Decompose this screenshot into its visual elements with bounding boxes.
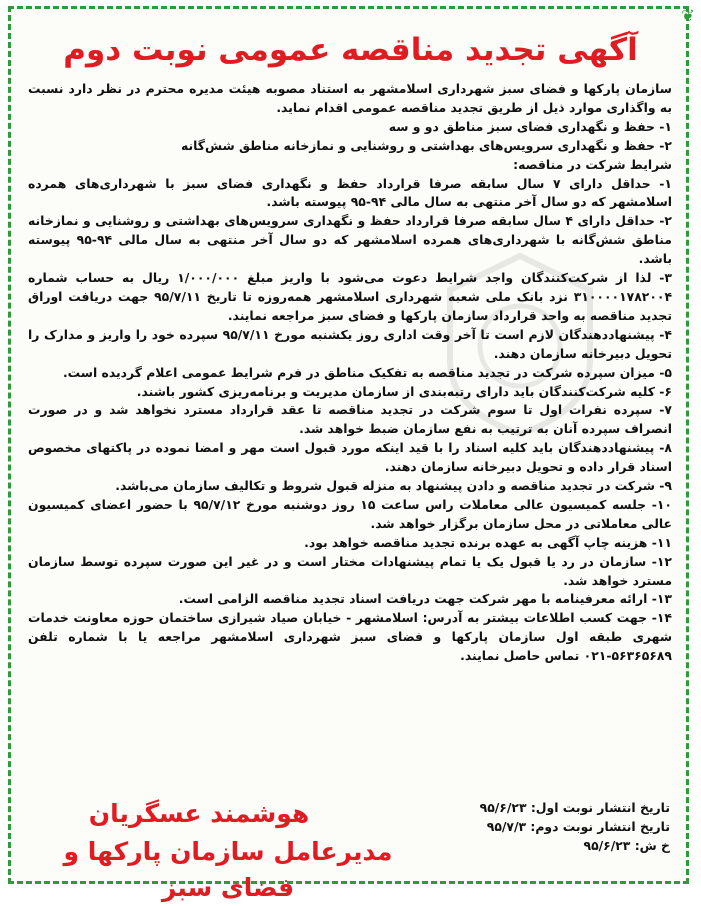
ad-body	[28, 80, 672, 666]
condition-5: ۵- میزان سپرده شرکت در تجدید مناقصه به تفکیک مناطق در فرم شرایط عمومی اعلام گردیده است.	[62, 364, 672, 380]
ad-title: آگهی تجدید مناقصه عمومی نوبت دوم	[63, 32, 638, 68]
condition-2: ۲- حداقل دارای ۴ سال سابقه صرفا قرارداد حفظ و نگهداری سرویس‌های بهداشتی و روشنایی و نمازخانه مناطق شش‌گانه با شهرداری‌های همرده اسلامشهر که دو سال آخر منتهی به سال مالی ۹۴-۹۵ پیوسته باشد.	[28, 213, 672, 267]
condition-1: ۱- حداقل دارای ۷ سال سابقه صرفا قرارداد حفظ و نگهداری فضای سبز با شهرداری‌های همرده اسلامشهر که دو سال آخر منتهی به سال مالی ۹۴-۹۵ پیوسته باشد.	[28, 175, 672, 210]
conditions-heading: شرایط شرکت در مناقصه:	[513, 156, 672, 172]
condition-14: ۱۴- جهت کسب اطلاعات بیشتر به آدرس: اسلامشهر - خیابان صیاد شیرازی ساختمان حوزه معاونت خدمات شهری طبقه اول سازمان پارکها و فضای سبز شهرداری اسلامشهر مراجعه یا با شماره تلفن ۵۶۳۶۵۶۸۹-۰۲۱ تماس حاصل نمایند.	[28, 610, 672, 664]
item-1: ۱- حفظ و نگهداری فضای سبز مناطق دو و سه	[388, 118, 672, 134]
condition-9: ۹- شرکت در تجدید مناقصه و دادن پیشنهاد به منزله قبول شروط و تکالیف سازمان می‌باشد.	[115, 478, 672, 494]
first-publication-date: تاریخ انتشار نوبت اول: ۹۵/۶/۲۳	[479, 800, 670, 815]
decorative-leaf-icon: ❦	[681, 6, 695, 25]
intro-paragraph: سازمان پارکها و فضای سبز شهرداری اسلامشهر به استناد مصوبه هیئت مدیره محترم در نظر دارد نسبت به واگذاری موارد ذیل از طریق تجدید مناقصه عمومی اقدام نماید.	[28, 81, 672, 115]
condition-10: ۱۰- جلسه کمیسیون عالی معاملات راس ساعت ۱۵ روز دوشنبه مورخ ۹۵/۷/۱۲ با حضور اعضای کمیسیون عالی معاملاتی در محل سازمان برگزار خواهد شد.	[28, 496, 672, 531]
condition-8: ۸- پیشنهاددهندگان باید کلیه اسناد را با قید اینکه مورد قبول است مهر و امضا نموده در پاکتهای مخصوص اسناد قرار داده و تحویل دبیرخانه سازمان دهند.	[28, 440, 672, 475]
condition-3: ۳- لذا از شرکت‌کنندگان واجد شرایط دعوت می‌شود با واریز مبلغ ۱/۰۰۰/۰۰۰ ریال به حساب شماره ۳۱۰۰۰۰۱۷۸۲۰۰۴ نزد بانک ملی شعبه شهرداری اسلامشهر همه‌روزه تا تاریخ ۹۵/۷/۱۱ جهت دریافت اوراق تجدید مناقصه به واحد قرارداد سازمان پارکها و فضای سبز مراجعه نمایند.	[28, 270, 673, 323]
item-2: ۲- حفظ و نگهداری سرویس‌های بهداشتی و روشنایی و نمازخانه مناطق شش‌گانه	[180, 137, 672, 153]
condition-4: ۴- پیشنهاددهندگان لازم است تا آخر وقت اداری روز یکشنبه مورخ ۹۵/۷/۱۱ سپرده خود را واریز و مدارک را تحویل دبیرخانه سازمان دهند.	[28, 326, 672, 361]
condition-12: ۱۲- سازمان در رد یا قبول یک یا تمام پیشنهادات مختار است و در غیر این صورت سپرده توسط سازمان مسترد خواهد شد.	[28, 553, 672, 588]
publication-code: خ ش: ۹۵/۶/۲۳	[583, 838, 670, 853]
signatory-name: هوشمند عسگریان	[88, 799, 310, 828]
second-publication-date: تاریخ انتشار نوبت دوم: ۹۵/۷/۳	[486, 819, 670, 834]
condition-13: ۱۳- ارائه معرفینامه با مهر شرکت جهت دریافت اسناد تجدید مناقصه الزامی است.	[178, 591, 672, 607]
condition-11: ۱۱- هزینه چاپ آگهی به عهده برنده تجدید مناقصه خواهد بود.	[304, 534, 672, 550]
condition-6: ۶- کلیه شرکت‌کنندگان باید دارای رتبه‌بندی از سازمان مدیریت و برنامه‌ریزی کشور باشند.	[136, 383, 672, 399]
publication-dates	[412, 798, 670, 855]
condition-7: ۷- سپرده نفرات اول تا سوم شرکت در تجدید مناقصه تا عقد قرارداد مسترد نخواهد شد و در صورت انصراف سپرده آنان به ترتیب به نفع سازمان ضبط خواهد شد.	[28, 402, 672, 437]
signatory-title: مدیرعامل سازمان پارکها و فضای سبز	[63, 837, 393, 902]
